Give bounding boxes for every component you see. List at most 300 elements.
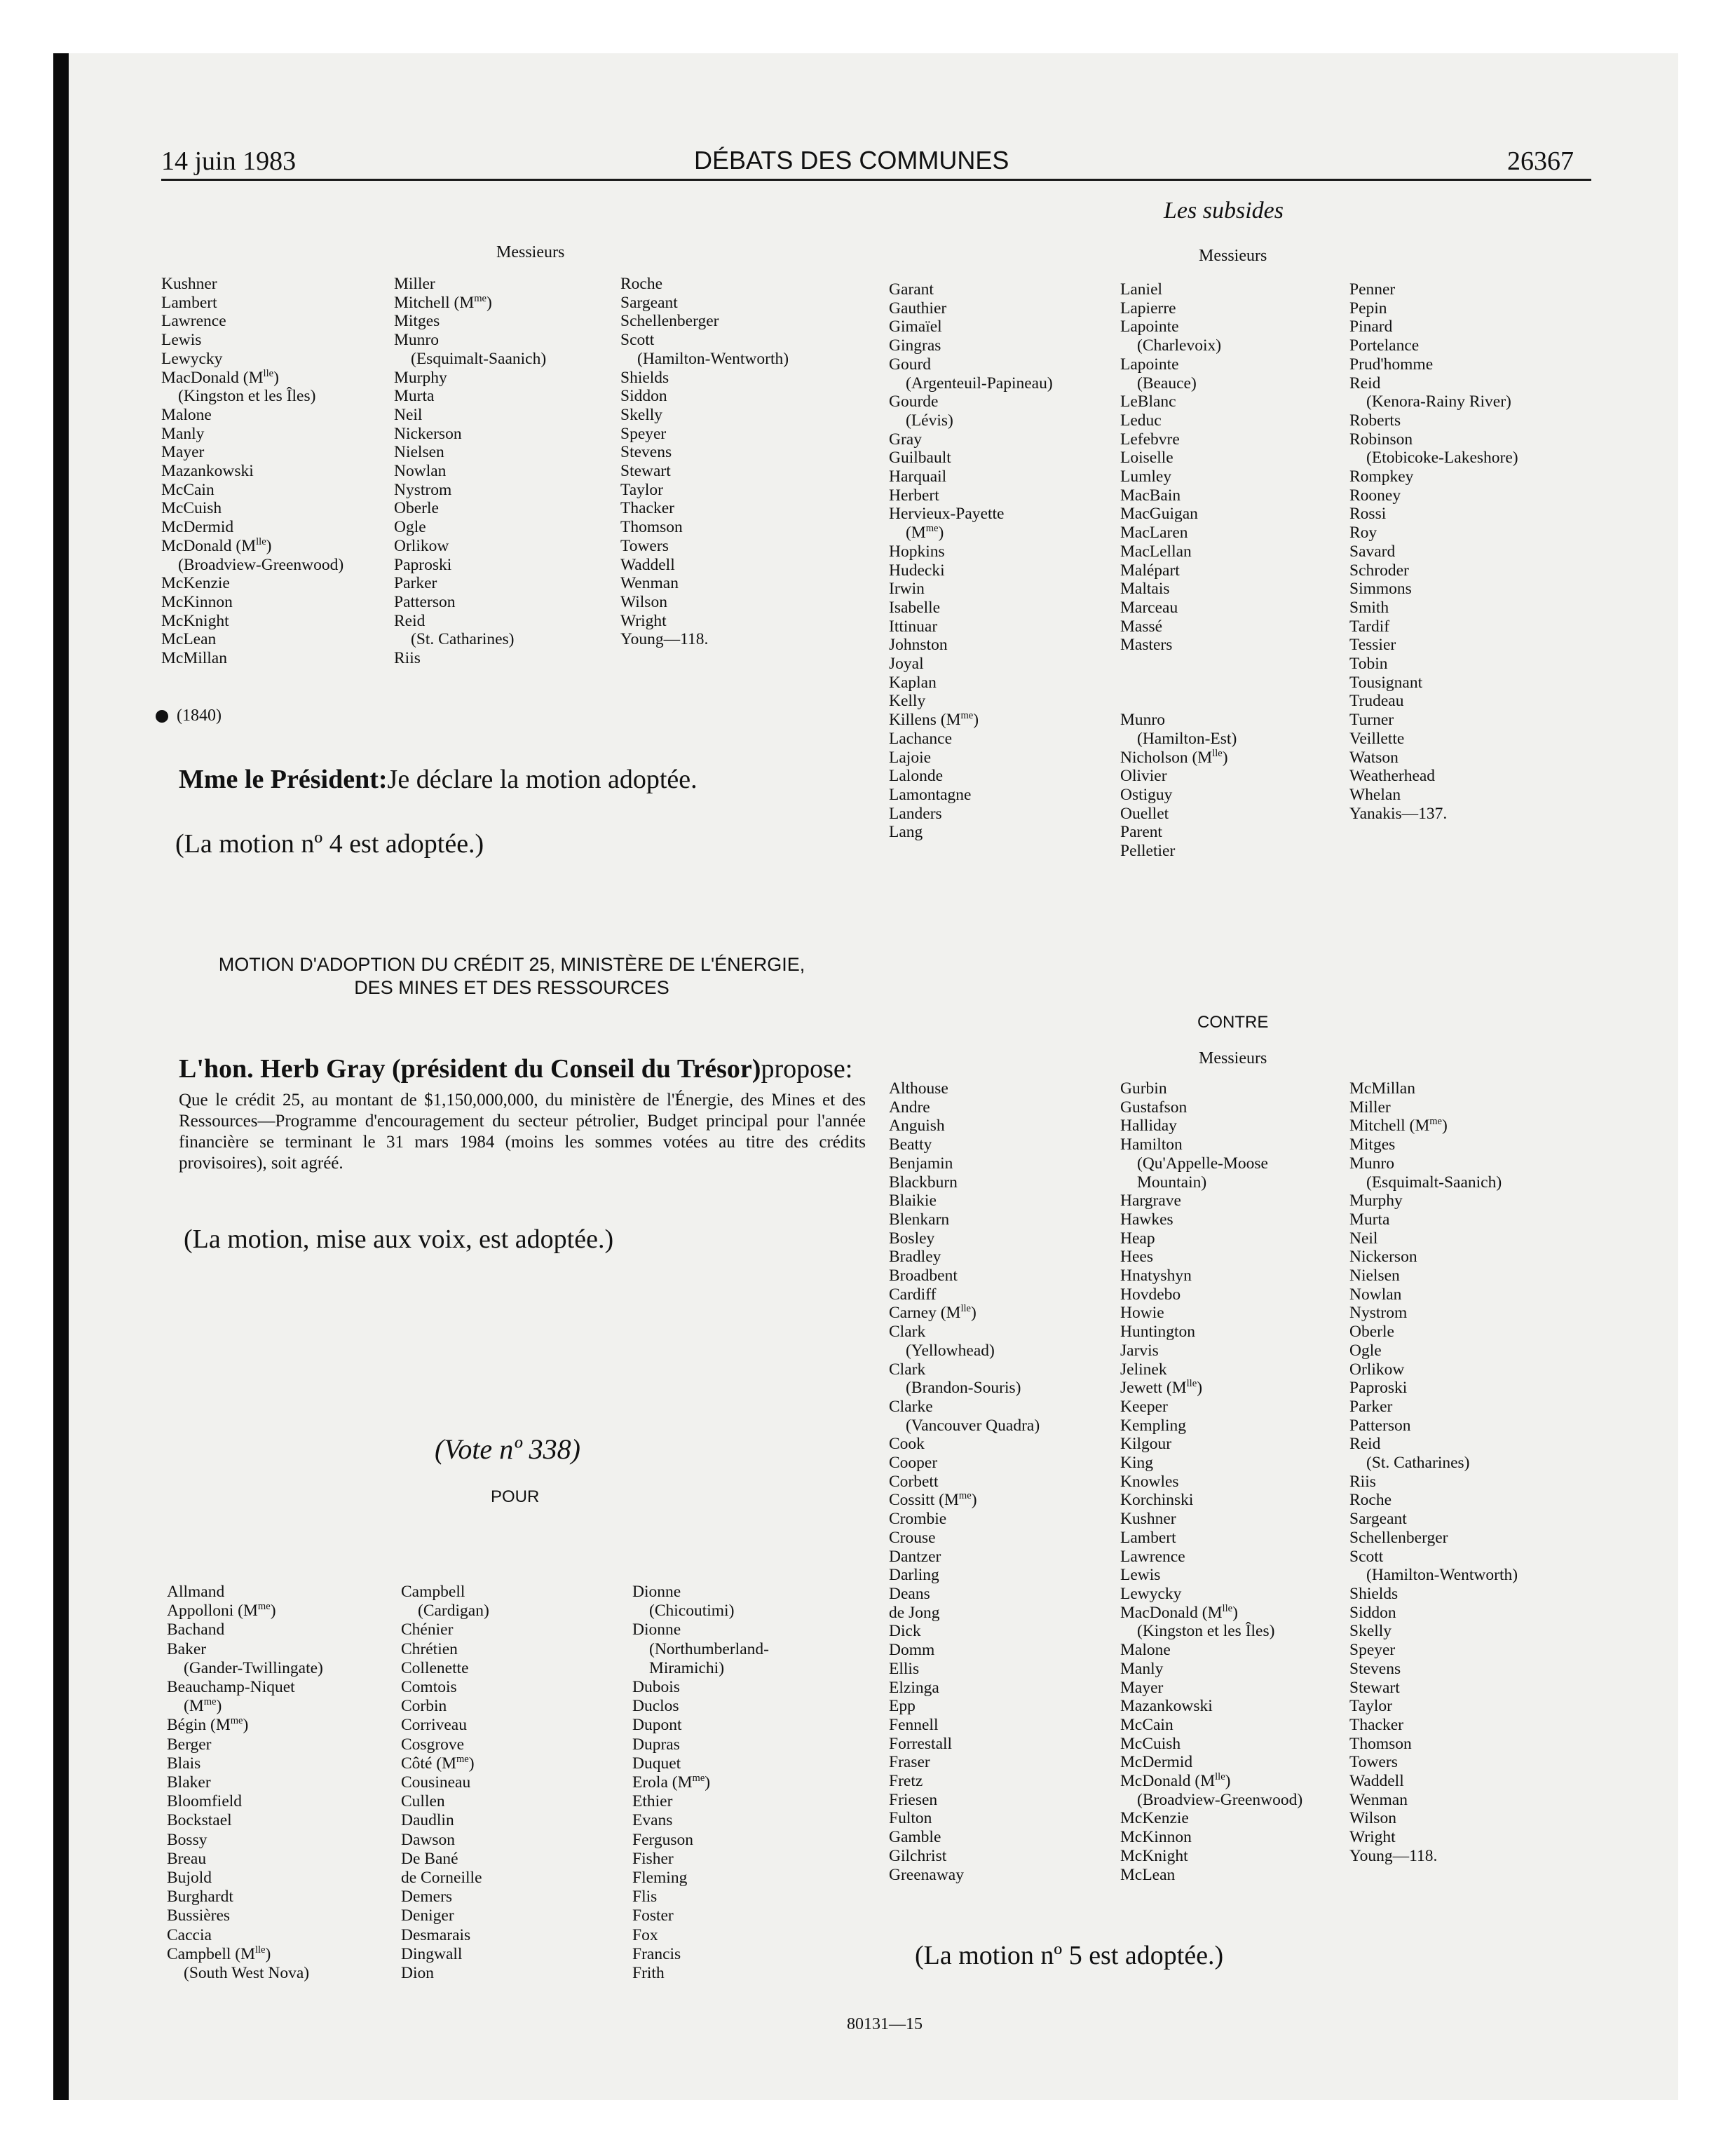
list-entry: Lewis xyxy=(161,331,202,350)
list-entry: Skelly xyxy=(620,405,663,424)
bullet-marker xyxy=(156,710,168,723)
list-entry: Hervieux-Payette xyxy=(889,505,1005,524)
list-entry: Cullen xyxy=(401,1792,445,1811)
list-entry: Nowlan xyxy=(1349,1285,1402,1304)
left-upper-col1 xyxy=(161,275,343,668)
right-upper-col3 xyxy=(1349,280,1518,823)
left-lower-col1 xyxy=(167,1583,323,1983)
list-entry: McKinnon xyxy=(1120,1828,1192,1847)
list-entry: Knowles xyxy=(1120,1472,1179,1491)
list-entry: Lawrence xyxy=(161,312,226,331)
list-entry: Dawson xyxy=(401,1830,456,1849)
list-entry: Orlikow xyxy=(1349,1360,1405,1379)
list-entry: McMillan xyxy=(1349,1079,1415,1098)
list-entry: Bachand xyxy=(167,1621,225,1639)
list-entry: Wright xyxy=(1349,1828,1396,1847)
proposer-verb: propose: xyxy=(761,1054,853,1084)
list-entry: Ethier xyxy=(632,1792,673,1811)
list-entry: Rossi xyxy=(1349,505,1387,524)
list-entry: (Beauce) xyxy=(1137,374,1197,393)
list-entry: McDermid xyxy=(161,518,234,537)
list-entry: Corriveau xyxy=(401,1716,467,1735)
list-entry: Thacker xyxy=(620,499,674,518)
list-entry: Loiselle xyxy=(1120,449,1173,468)
list-entry: $(M^{me})$ xyxy=(906,523,944,543)
list-entry: Lachance xyxy=(889,729,953,748)
list-entry: Nicholson $(M^{lle})$ xyxy=(1120,747,1228,767)
list-entry: Comtois xyxy=(401,1678,457,1697)
list-entry: Corbin xyxy=(401,1697,447,1716)
list-entry: Johnston xyxy=(889,636,948,655)
list-entry: McCain xyxy=(161,480,215,499)
list-entry: McLean xyxy=(1120,1865,1176,1884)
list-entry: Dupras xyxy=(632,1735,680,1754)
list-entry: Marceau xyxy=(1120,598,1178,617)
list-entry: Jewett $(M^{lle})$ xyxy=(1120,1378,1203,1398)
list-entry: Epp xyxy=(889,1697,916,1716)
list-entry: (Esquimalt-Saanich) xyxy=(1366,1173,1502,1192)
list-entry: Chénier xyxy=(401,1621,454,1639)
list-entry: Thacker xyxy=(1349,1715,1403,1734)
binding-edge xyxy=(53,53,69,2100)
list-entry: Ostiguy xyxy=(1120,785,1173,804)
list-entry: Cooper xyxy=(889,1454,938,1473)
list-entry: Lapointe xyxy=(1120,355,1179,374)
list-entry: Dubois xyxy=(632,1678,680,1697)
list-entry: Roberts xyxy=(1349,411,1401,430)
list-entry: Pinard xyxy=(1349,318,1393,336)
list-entry: Gourd xyxy=(889,355,932,374)
list-entry: Riis xyxy=(1349,1472,1376,1491)
list-entry: Clarke xyxy=(889,1397,933,1416)
list-entry: Murphy xyxy=(1349,1192,1403,1210)
list-entry: Lewycky xyxy=(1120,1584,1182,1603)
list-entry: $(M^{me})$ xyxy=(184,1696,222,1716)
list-entry: Thomson xyxy=(620,518,683,537)
list-entry: McCain xyxy=(1120,1715,1173,1734)
list-entry: Gimaïel xyxy=(889,318,942,336)
list-entry: Kushner xyxy=(161,275,217,293)
list-entry: Lapierre xyxy=(1120,299,1176,318)
list-entry: (Charlevoix) xyxy=(1137,336,1222,355)
list-entry: Waddell xyxy=(1349,1772,1404,1791)
list-entry: Allmand xyxy=(167,1583,225,1601)
list-entry: Mitges xyxy=(394,312,440,331)
list-entry: MacLaren xyxy=(1120,524,1188,543)
list-entry: (Hamilton-Wentworth) xyxy=(637,349,789,368)
list-entry: Kelly xyxy=(889,692,926,711)
list-entry: McKnight xyxy=(161,611,229,630)
list-entry: Bujold xyxy=(167,1869,212,1888)
list-entry: Pelletier xyxy=(1120,842,1176,861)
list-entry: Malone xyxy=(1120,1641,1171,1660)
list-entry: Andre xyxy=(889,1098,930,1117)
list-entry: Hamilton xyxy=(1120,1135,1183,1154)
list-entry: (Hamilton-Wentworth) xyxy=(1366,1566,1518,1585)
list-entry: Parker xyxy=(1349,1397,1393,1416)
list-entry: Collenette xyxy=(401,1658,469,1677)
list-entry: Nickerson xyxy=(1349,1248,1417,1267)
list-entry: Lalonde xyxy=(889,767,943,786)
right-upper-col2 xyxy=(1120,280,1237,861)
list-entry: Savard xyxy=(1349,542,1396,561)
list-entry: Nowlan xyxy=(394,462,447,481)
list-entry: Jarvis xyxy=(1120,1341,1159,1360)
list-entry: Bossy xyxy=(167,1830,207,1849)
list-entry: Crombie xyxy=(889,1510,947,1529)
list-entry: MacLellan xyxy=(1120,542,1192,561)
list-entry: Murphy xyxy=(394,368,447,387)
list-entry: Munro xyxy=(394,331,439,350)
list-entry: Portelance xyxy=(1349,336,1420,355)
list-entry: Guilbault xyxy=(889,449,951,468)
list-entry: Prud'homme xyxy=(1349,355,1434,374)
list-entry: Reid xyxy=(394,611,426,630)
list-entry: Beatty xyxy=(889,1135,932,1154)
list-entry: Hopkins xyxy=(889,542,945,561)
list-entry: Gingras xyxy=(889,336,941,355)
list-entry: Darling xyxy=(889,1566,939,1585)
list-entry: Oberle xyxy=(1349,1323,1394,1342)
list-entry: Taylor xyxy=(620,480,663,499)
list-entry: (Etobicoke-Lakeshore) xyxy=(1366,449,1518,468)
list-entry: Lambert xyxy=(161,293,217,312)
motion-text: Que le crédit 25, au montant de $1,150,000,000, du ministère de l'Énergie, des Mines et des Ressources—Programme d'encouragement du secteur pétrolier, Budget principal pour l'année financière se terminant le 31 mars 1984 (moins les sommes votées au titre des crédits provisoires), soit agréé. xyxy=(179,1091,866,1173)
list-entry: Young—118. xyxy=(1349,1846,1438,1865)
list-entry: Irwin xyxy=(889,580,925,599)
list-entry: Hawkes xyxy=(1120,1210,1173,1229)
list-entry: Althouse xyxy=(889,1079,948,1098)
list-entry: Anguish xyxy=(889,1117,945,1135)
list-entry: Schellenberger xyxy=(620,312,719,331)
list-entry: Mazankowski xyxy=(161,462,254,481)
list-entry: Scott xyxy=(620,331,655,350)
list-entry: Murta xyxy=(1349,1210,1390,1229)
list-entry: Roche xyxy=(1349,1491,1392,1510)
list-entry: Jelinek xyxy=(1120,1360,1167,1379)
list-entry: Fretz xyxy=(889,1772,923,1791)
list-entry: Malépart xyxy=(1120,561,1180,580)
list-entry: Fraser xyxy=(889,1753,930,1772)
list-entry: Erola $(M^{me})$ xyxy=(632,1773,711,1792)
list-entry: Cardiff xyxy=(889,1285,937,1304)
list-entry: Dingwall xyxy=(401,1944,463,1963)
list-entry: Lang xyxy=(889,823,923,842)
list-entry: Greenaway xyxy=(889,1865,964,1884)
list-entry: Riis xyxy=(394,649,421,668)
list-entry: Mayer xyxy=(1120,1678,1164,1697)
list-entry: Berger xyxy=(167,1735,212,1754)
list-entry: Stewart xyxy=(1349,1678,1400,1697)
list-entry: Towers xyxy=(620,536,669,555)
list-entry: Malone xyxy=(161,405,212,424)
list-entry: Gustafson xyxy=(1120,1098,1188,1117)
list-entry: Thomson xyxy=(1349,1734,1412,1753)
list-entry: Dionne xyxy=(632,1583,681,1601)
list-entry: Trudeau xyxy=(1349,692,1404,711)
list-entry: (Kingston et les Îles) xyxy=(1137,1622,1275,1641)
list-entry: Mitchell $(M^{me})$ xyxy=(1349,1116,1448,1135)
list-entry: Waddell xyxy=(620,555,675,574)
left-upper-col2 xyxy=(394,275,546,668)
list-entry: Nielsen xyxy=(1349,1267,1400,1285)
list-entry: De Bané xyxy=(401,1849,458,1868)
motion-title-line2: DES MINES ET DES RESSOURCES xyxy=(354,977,669,998)
list-entry: Baker xyxy=(167,1639,207,1658)
list-entry: Paproski xyxy=(1349,1379,1408,1398)
right-upper-heading: Messieurs xyxy=(1199,247,1267,265)
list-entry: Parker xyxy=(394,574,437,593)
list-entry: Cosgrove xyxy=(401,1735,465,1754)
list-entry: (St. Catharines) xyxy=(1366,1454,1470,1473)
left-lower-col2 xyxy=(401,1583,489,1983)
list-entry: Dick xyxy=(889,1622,921,1641)
list-entry: Sargeant xyxy=(1349,1510,1407,1529)
list-entry: Fulton xyxy=(889,1809,932,1828)
list-entry: Tessier xyxy=(1349,636,1396,655)
list-entry: Halliday xyxy=(1120,1117,1177,1135)
list-entry: Côté $(M^{me})$ xyxy=(401,1754,475,1773)
contre-subheading: Messieurs xyxy=(1199,1049,1267,1067)
list-entry: Harquail xyxy=(889,468,947,486)
list-entry: Siddon xyxy=(1349,1603,1396,1622)
list-entry: Daudlin xyxy=(401,1811,454,1830)
list-entry: (Esquimalt-Saanich) xyxy=(411,349,547,368)
list-entry: Schellenberger xyxy=(1349,1528,1448,1547)
list-entry: Leduc xyxy=(1120,411,1162,430)
list-entry: Blenkarn xyxy=(889,1210,950,1229)
list-entry: King xyxy=(1120,1454,1153,1473)
list-entry: Kempling xyxy=(1120,1416,1186,1435)
list-entry: Francis xyxy=(632,1944,681,1963)
list-entry: Masters xyxy=(1120,636,1173,655)
list-entry: Lajoie xyxy=(889,748,932,767)
list-entry: Weatherhead xyxy=(1349,767,1436,786)
list-entry: Hudecki xyxy=(889,561,945,580)
list-entry: Blackburn xyxy=(889,1173,958,1192)
list-entry: Patterson xyxy=(1349,1416,1411,1435)
list-entry: McKenzie xyxy=(161,574,230,593)
contre-heading: CONTRE xyxy=(1197,1013,1269,1032)
list-entry: Gamble xyxy=(889,1828,941,1847)
list-entry: Oberle xyxy=(394,499,439,518)
list-entry: Gray xyxy=(889,430,922,449)
left-lower-col3 xyxy=(632,1583,769,1983)
list-entry: Stewart xyxy=(620,462,671,481)
list-entry: (Northumberland- xyxy=(649,1639,769,1658)
list-entry: Bockstael xyxy=(167,1811,232,1830)
proposer-name: L'hon. Herb Gray (président du Conseil du Trésor) xyxy=(179,1054,761,1084)
list-entry: Broadbent xyxy=(889,1267,958,1285)
list-entry: Deniger xyxy=(401,1906,454,1925)
right-upper-col1 xyxy=(889,280,1053,842)
list-entry: Duquet xyxy=(632,1754,681,1773)
list-entry: Mitchell $(M^{me})$ xyxy=(394,292,492,312)
list-entry: Foster xyxy=(632,1906,674,1925)
list-entry: Mazankowski xyxy=(1120,1697,1213,1716)
list-entry: Siddon xyxy=(620,387,667,406)
section-title: Les subsides xyxy=(1164,198,1284,224)
list-entry: Skelly xyxy=(1349,1622,1392,1641)
list-entry: Kaplan xyxy=(889,673,937,692)
list-entry: (Broadview-Greenwood) xyxy=(178,555,344,574)
list-entry: Rompkey xyxy=(1349,468,1414,486)
list-entry: Ogle xyxy=(1349,1341,1382,1360)
list-entry: Lumley xyxy=(1120,468,1172,486)
list-entry: Deans xyxy=(889,1584,930,1603)
list-entry: McLean xyxy=(161,630,217,649)
list-entry: Munro xyxy=(1349,1154,1394,1173)
list-entry: McMillan xyxy=(161,649,227,668)
list-entry: Neil xyxy=(1349,1229,1378,1248)
list-entry: Ouellet xyxy=(1120,804,1169,823)
motion-title-line1: MOTION D'ADOPTION DU CRÉDIT 25, MINISTÈRE DE L'ÉNERGIE, xyxy=(218,954,805,975)
header-title: DÉBATS DES COMMUNES xyxy=(694,146,1009,175)
list-entry: Duclos xyxy=(632,1697,679,1716)
list-entry: Lapointe xyxy=(1120,318,1179,336)
list-entry: Reid xyxy=(1349,374,1381,393)
list-entry: Killens $(M^{me})$ xyxy=(889,710,979,730)
list-entry: Gauthier xyxy=(889,299,947,318)
list-entry: Fisher xyxy=(632,1849,674,1868)
list-entry: Mountain) xyxy=(1137,1173,1207,1192)
list-entry: Hovdebo xyxy=(1120,1285,1181,1304)
list-entry: MacBain xyxy=(1120,486,1181,505)
list-entry: Blais xyxy=(167,1754,201,1773)
list-entry: Gilchrist xyxy=(889,1846,947,1865)
list-entry: Gourde xyxy=(889,393,939,411)
list-entry: Munro xyxy=(1120,711,1165,730)
list-entry: Wilson xyxy=(1349,1809,1396,1828)
motion-result: (La motion, mise aux voix, est adoptée.) xyxy=(184,1224,614,1254)
header-date: 14 juin 1983 xyxy=(161,146,297,176)
list-entry: Lawrence xyxy=(1120,1547,1185,1566)
speaker-name: Mme le Président: xyxy=(179,765,388,794)
list-entry: Towers xyxy=(1349,1753,1398,1772)
list-entry: McDermid xyxy=(1120,1753,1193,1772)
list-entry: Orlikow xyxy=(394,536,449,555)
list-entry: Ellis xyxy=(889,1659,920,1678)
list-entry: Lefebvre xyxy=(1120,430,1180,449)
list-entry: Carney $(M^{lle})$ xyxy=(889,1303,977,1323)
list-entry: Fennell xyxy=(889,1715,939,1734)
list-entry: (St. Catharines) xyxy=(411,630,515,649)
list-entry: Bradley xyxy=(889,1248,941,1267)
list-entry: Mayer xyxy=(161,443,205,462)
list-entry: Mitges xyxy=(1349,1135,1396,1154)
vote-title: (Vote nº 338) xyxy=(435,1433,580,1465)
list-entry: Miller xyxy=(1349,1098,1391,1117)
list-entry: Wenman xyxy=(1349,1790,1408,1809)
list-entry: (Gander-Twillingate) xyxy=(184,1658,323,1677)
list-entry: Garant xyxy=(889,280,934,299)
list-entry: Stevens xyxy=(1349,1659,1401,1678)
list-entry: Lewycky xyxy=(161,349,223,368)
list-entry: Blaikie xyxy=(889,1192,937,1210)
list-entry: Nystrom xyxy=(1349,1304,1408,1323)
list-entry: Gurbin xyxy=(1120,1079,1167,1098)
list-entry: Dionne xyxy=(632,1621,681,1639)
list-entry: Maltais xyxy=(1120,580,1170,599)
list-entry: Beauchamp-Niquet xyxy=(167,1678,295,1697)
left-upper-heading: Messieurs xyxy=(496,243,565,261)
list-entry: Tobin xyxy=(1349,655,1388,674)
list-entry: Olivier xyxy=(1120,767,1167,786)
list-entry: (Chicoutimi) xyxy=(649,1602,735,1621)
list-entry: (Cardigan) xyxy=(418,1602,489,1621)
list-entry: Isabelle xyxy=(889,598,941,617)
list-entry: (Yellowhead) xyxy=(906,1341,995,1360)
list-entry: Shields xyxy=(620,368,669,387)
list-entry: (Kingston et les Îles) xyxy=(178,387,316,406)
list-entry: Chrétien xyxy=(401,1639,458,1658)
footer-code: 80131—15 xyxy=(847,2015,923,2033)
list-entry: Joyal xyxy=(889,655,924,674)
list-entry: Neil xyxy=(394,405,423,424)
list-entry: Desmarais xyxy=(401,1925,471,1944)
motion4-result: (La motion nº 4 est adoptée.) xyxy=(175,829,484,859)
list-entry: Manly xyxy=(1120,1659,1164,1678)
list-entry: McDonald $(M^{lle})$ xyxy=(1120,1771,1231,1791)
list-entry: Keeper xyxy=(1120,1397,1168,1416)
list-entry: Massé xyxy=(1120,617,1163,636)
list-entry: Tardif xyxy=(1349,617,1390,636)
right-lower-col2 xyxy=(1120,1079,1302,1884)
list-entry: Heap xyxy=(1120,1229,1155,1248)
list-entry: McCuish xyxy=(161,499,222,518)
list-entry: MacDonald $(M^{lle})$ xyxy=(161,367,279,387)
list-entry: Young—118. xyxy=(620,630,709,649)
list-entry: MacDonald $(M^{lle})$ xyxy=(1120,1602,1238,1622)
list-entry: (Kenora-Rainy River) xyxy=(1366,393,1511,411)
motion-title xyxy=(161,953,862,999)
list-entry: Turner xyxy=(1349,711,1394,730)
list-entry xyxy=(1120,674,1237,692)
speaker-line xyxy=(179,764,698,795)
list-entry: Speyer xyxy=(620,424,667,443)
list-entry: Korchinski xyxy=(1120,1491,1194,1510)
list-entry: Demers xyxy=(401,1888,453,1906)
list-entry: Dion xyxy=(401,1964,434,1983)
list-entry: (Broadview-Greenwood) xyxy=(1137,1790,1303,1809)
list-entry: Penner xyxy=(1349,280,1396,299)
list-entry: Wright xyxy=(620,611,667,630)
list-entry: Reid xyxy=(1349,1435,1381,1454)
list-entry: Flis xyxy=(632,1888,658,1906)
list-entry: Kilgour xyxy=(1120,1435,1172,1454)
list-entry: Sargeant xyxy=(620,293,678,312)
list-entry: Bégin $(M^{me})$ xyxy=(167,1715,249,1735)
list-entry: McDonald $(M^{lle})$ xyxy=(161,536,272,555)
motion5-result: (La motion nº 5 est adoptée.) xyxy=(915,1941,1224,1970)
list-entry: Whelan xyxy=(1349,785,1401,804)
list-entry: Lambert xyxy=(1120,1528,1176,1547)
list-entry: Frith xyxy=(632,1964,665,1983)
list-entry xyxy=(1120,655,1237,674)
list-entry: Lamontagne xyxy=(889,785,972,804)
list-entry: Corbett xyxy=(889,1472,939,1491)
list-entry: Landers xyxy=(889,804,942,823)
list-entry: Huntington xyxy=(1120,1323,1196,1342)
list-entry: Wenman xyxy=(620,574,679,593)
list-entry: (Lévis) xyxy=(906,411,953,430)
list-entry: Dantzer xyxy=(889,1547,941,1566)
list-entry: (South West Nova) xyxy=(184,1964,310,1983)
list-entry: Lewis xyxy=(1120,1566,1161,1585)
list-entry: Hees xyxy=(1120,1248,1153,1267)
list-entry: Miramichi) xyxy=(649,1658,725,1677)
list-entry: (Argenteuil-Papineau) xyxy=(906,374,1053,393)
